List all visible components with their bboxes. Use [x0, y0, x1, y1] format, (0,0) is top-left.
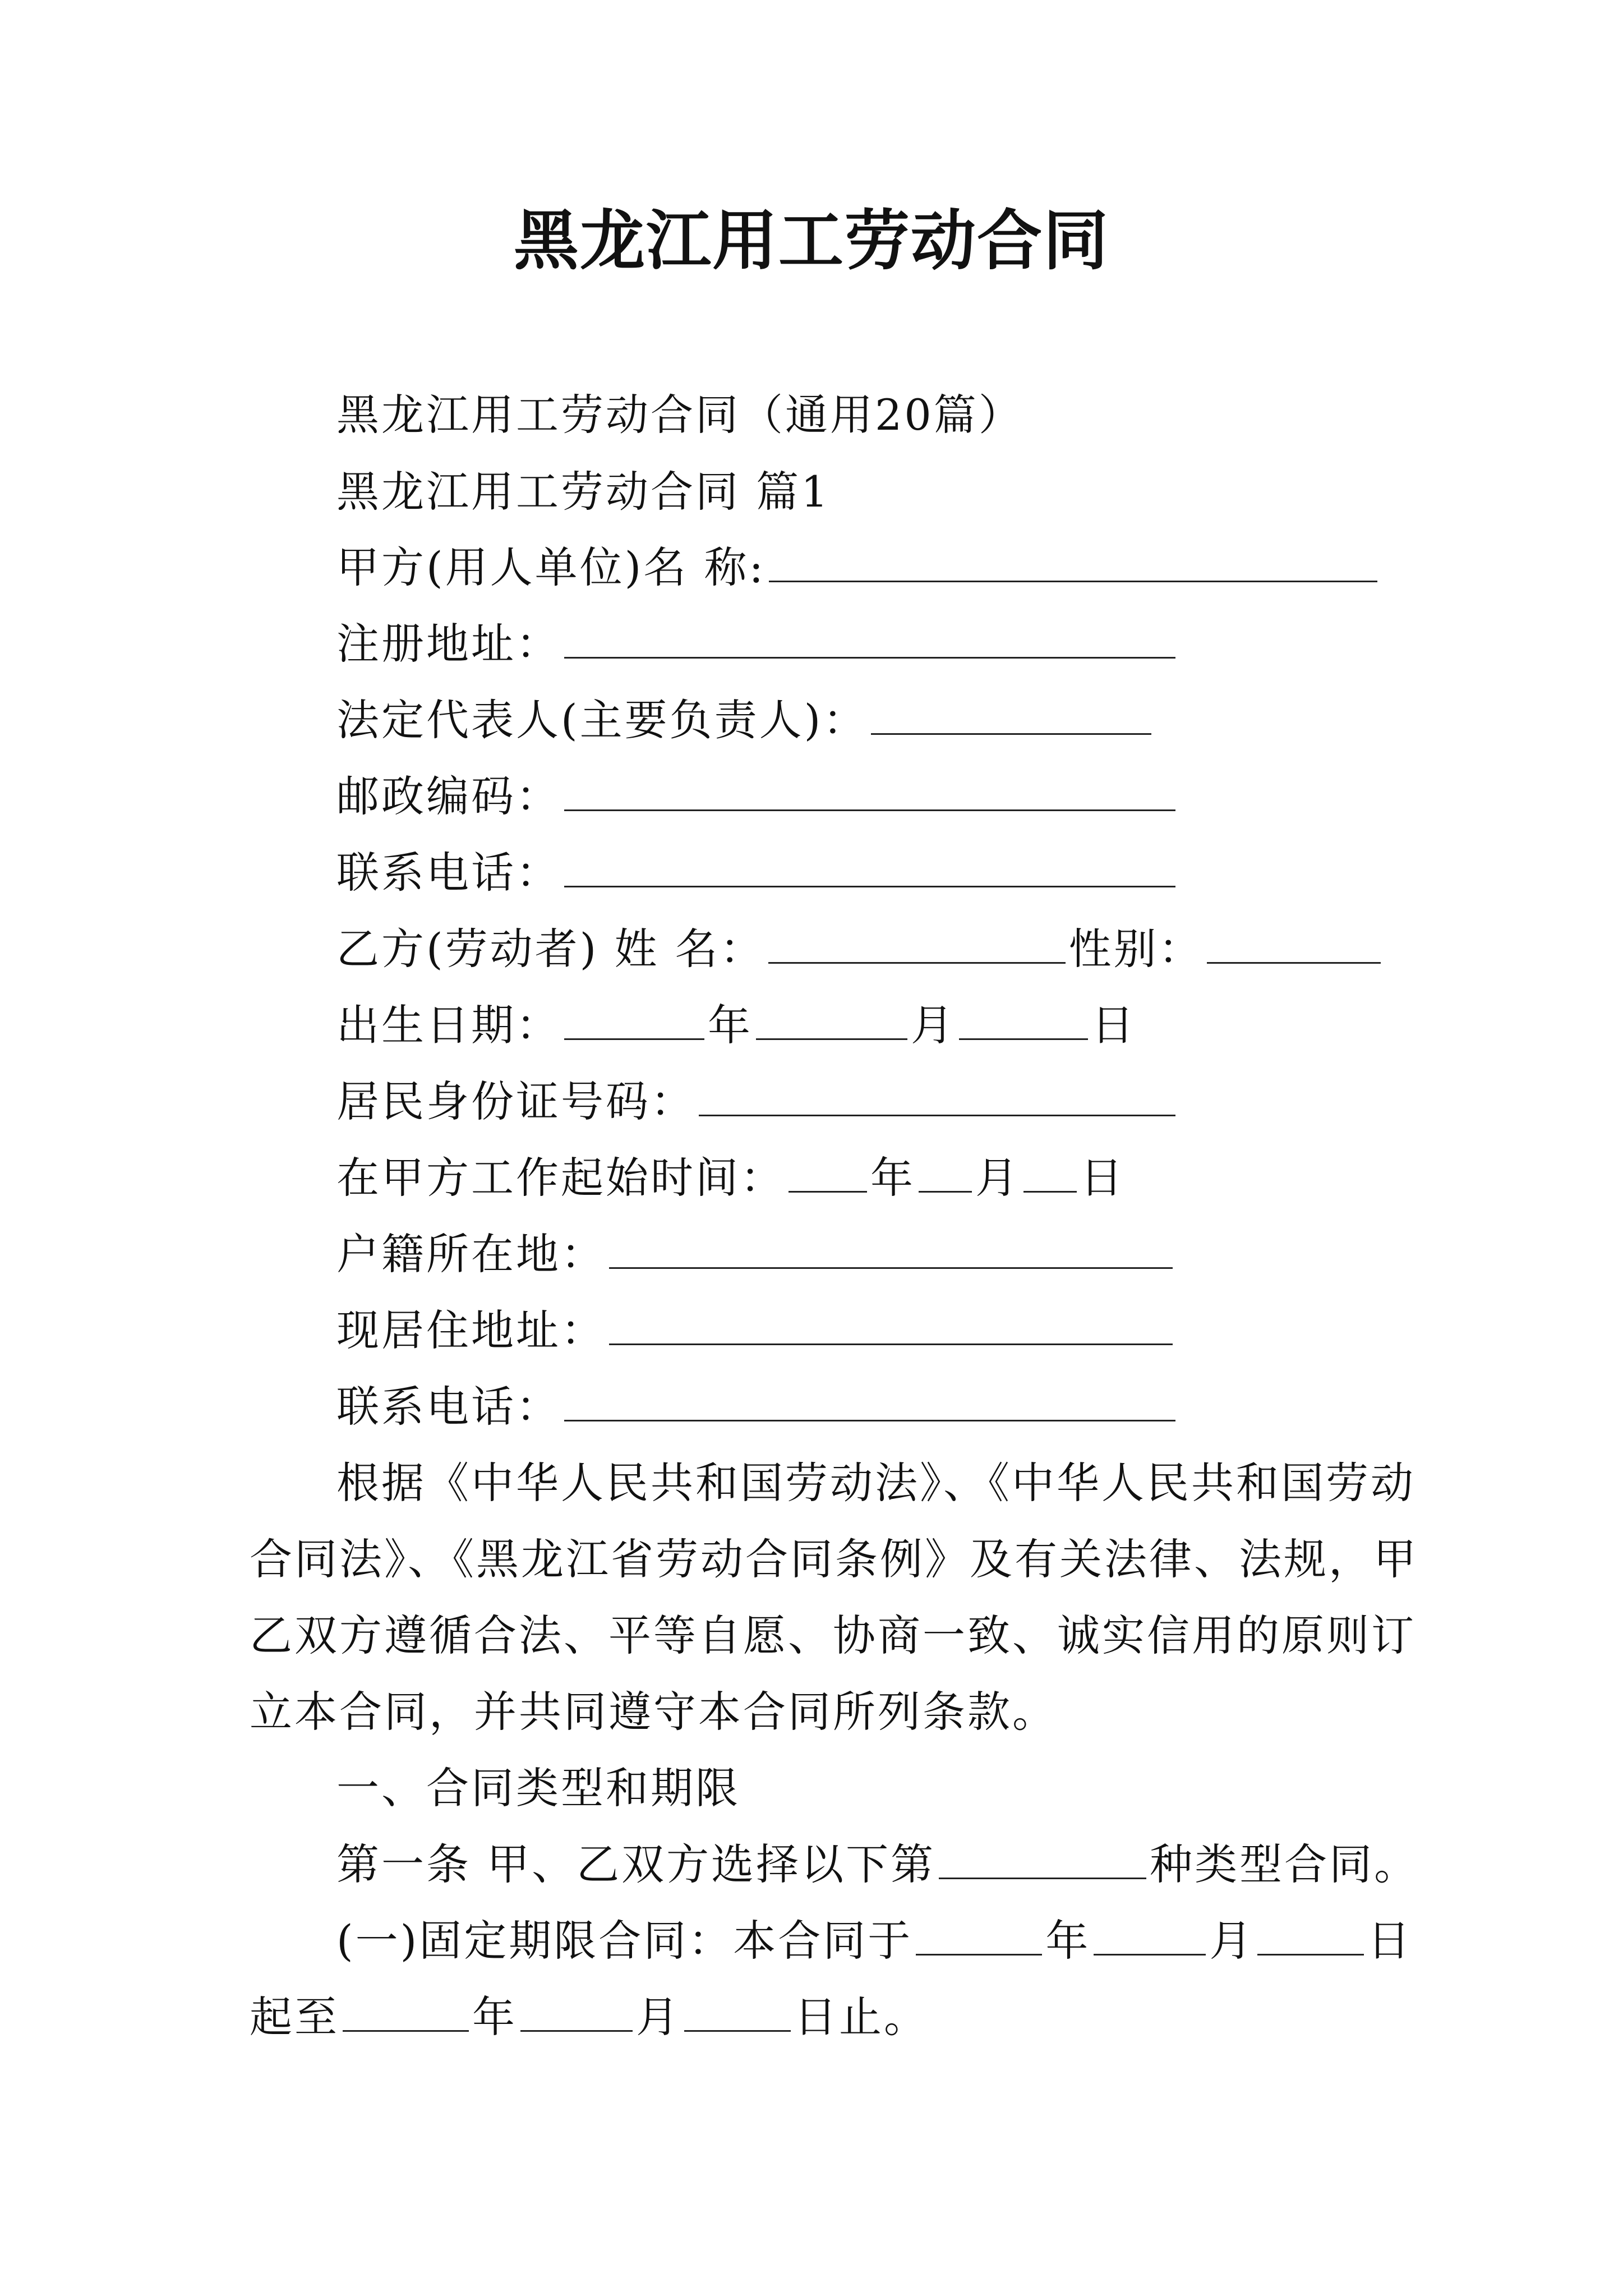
party-b-household-field[interactable] [609, 1228, 1173, 1269]
contract-type-field[interactable] [939, 1838, 1146, 1879]
start-day-field[interactable] [1023, 1152, 1077, 1193]
section-heading: 黑龙江用工劳动合同 篇1 [336, 467, 831, 517]
article-one-row [336, 1837, 1419, 1893]
party-b-id-label: 居民身份证号码： [336, 1076, 695, 1126]
party-b-birth-label: 出生日期： [336, 1000, 561, 1050]
term-start-year-field[interactable] [916, 1915, 1042, 1955]
party-b-residence-row [336, 1303, 1176, 1359]
start-day-label: 日 [1080, 1153, 1125, 1203]
term-start-day-label: 日 [1367, 1916, 1413, 1966]
party-b-gender-field[interactable] [1207, 923, 1381, 964]
fixed-term-row [336, 1913, 1412, 1969]
term-end-day-field[interactable] [684, 1991, 791, 2032]
party-b-name-field[interactable] [768, 923, 1066, 964]
chapter-heading: 一、合同类型和期限 [336, 1763, 740, 1813]
party-b-start-row [336, 1150, 1125, 1206]
article-one-prefix: 第一条 甲、乙双方选择以下第 [336, 1839, 936, 1889]
start-month-field[interactable] [919, 1152, 972, 1193]
start-year-field[interactable] [789, 1152, 867, 1193]
birth-year-label: 年 [708, 1000, 753, 1050]
party-a-phone-label: 联系电话： [336, 848, 561, 898]
party-a-postcode-row [336, 769, 1179, 825]
until-label: 日止。 [794, 1992, 929, 2042]
party-a-representative-label: 法定代表人(主要负责人)： [336, 695, 868, 745]
term-end-month-field[interactable] [520, 1991, 633, 2032]
party-b-phone-label: 联系电话： [336, 1382, 561, 1432]
party-b-residence-label: 现居住地址： [336, 1305, 606, 1355]
party-a-representative-row [336, 692, 1155, 748]
party-b-household-label: 户籍所在地： [336, 1229, 606, 1279]
preamble-line: 合同法》、《黑龙江省劳动合同条例》及有关法律、法规，甲 [250, 1534, 1418, 1584]
party-a-name-field[interactable] [769, 541, 1377, 582]
party-a-name-label: 甲方(用人单位)名 称: [336, 542, 766, 592]
article-one-suffix: 种类型合同。 [1150, 1839, 1419, 1889]
party-b-gender-label: 性别： [1068, 924, 1204, 974]
birth-month-field[interactable] [756, 999, 907, 1040]
start-year-label: 年 [870, 1153, 915, 1203]
party-a-phone-field[interactable] [564, 846, 1175, 887]
preamble-line: 乙双方遵循合法、平等自愿、协商一致、诚实信用的原则订 [250, 1611, 1416, 1660]
term-end-month-label: 月 [636, 1992, 681, 2042]
party-a-name-row [336, 540, 1381, 596]
party-a-address-label: 注册地址： [336, 619, 561, 669]
party-b-name-label: 乙方(劳动者) 姓 名： [336, 924, 765, 974]
birth-day-label: 日 [1091, 1000, 1136, 1050]
term-start-month-field[interactable] [1094, 1915, 1206, 1955]
term-end-year-field[interactable] [343, 1991, 469, 2032]
term-start-day-field[interactable] [1257, 1915, 1364, 1955]
term-end-year-label: 年 [472, 1992, 517, 2042]
party-a-address-row [336, 616, 1179, 672]
party-b-id-field[interactable] [699, 1075, 1175, 1116]
party-a-postcode-field[interactable] [564, 770, 1175, 811]
party-a-phone-row [336, 845, 1179, 901]
party-b-phone-row [336, 1379, 1179, 1435]
birth-day-field[interactable] [959, 999, 1088, 1040]
party-b-household-row [336, 1226, 1176, 1282]
party-a-representative-field[interactable] [871, 694, 1151, 735]
party-b-start-label: 在甲方工作起始时间： [336, 1153, 785, 1203]
party-a-postcode-label: 邮政编码： [336, 771, 561, 821]
term-start-year-label: 年 [1045, 1916, 1091, 1966]
party-b-birth-row [336, 997, 1136, 1053]
party-a-address-field[interactable] [564, 618, 1175, 659]
document-subtitle: 黑龙江用工劳动合同（通用20篇） [336, 390, 1023, 440]
preamble-line: 根据《中华人民共和国劳动法》、《中华人民共和国劳动 [336, 1458, 1415, 1508]
fixed-term-end-row [250, 1989, 929, 2045]
term-start-month-label: 月 [1209, 1916, 1255, 1966]
birth-month-label: 月 [911, 1000, 956, 1050]
birth-year-field[interactable] [564, 999, 704, 1040]
document-title: 黑龙江用工劳动合同 [514, 203, 1109, 279]
party-b-name-row [336, 921, 1384, 977]
from-label: 起至 [250, 1992, 339, 2042]
preamble-line: 立本合同，并共同遵守本合同所列条款。 [250, 1687, 1057, 1737]
party-b-residence-field[interactable] [609, 1304, 1173, 1345]
start-month-label: 月 [975, 1153, 1020, 1203]
party-b-phone-field[interactable] [564, 1381, 1175, 1421]
party-b-id-row [336, 1074, 1179, 1130]
fixed-term-prefix: (一)固定期限合同：本合同于 [336, 1916, 913, 1966]
